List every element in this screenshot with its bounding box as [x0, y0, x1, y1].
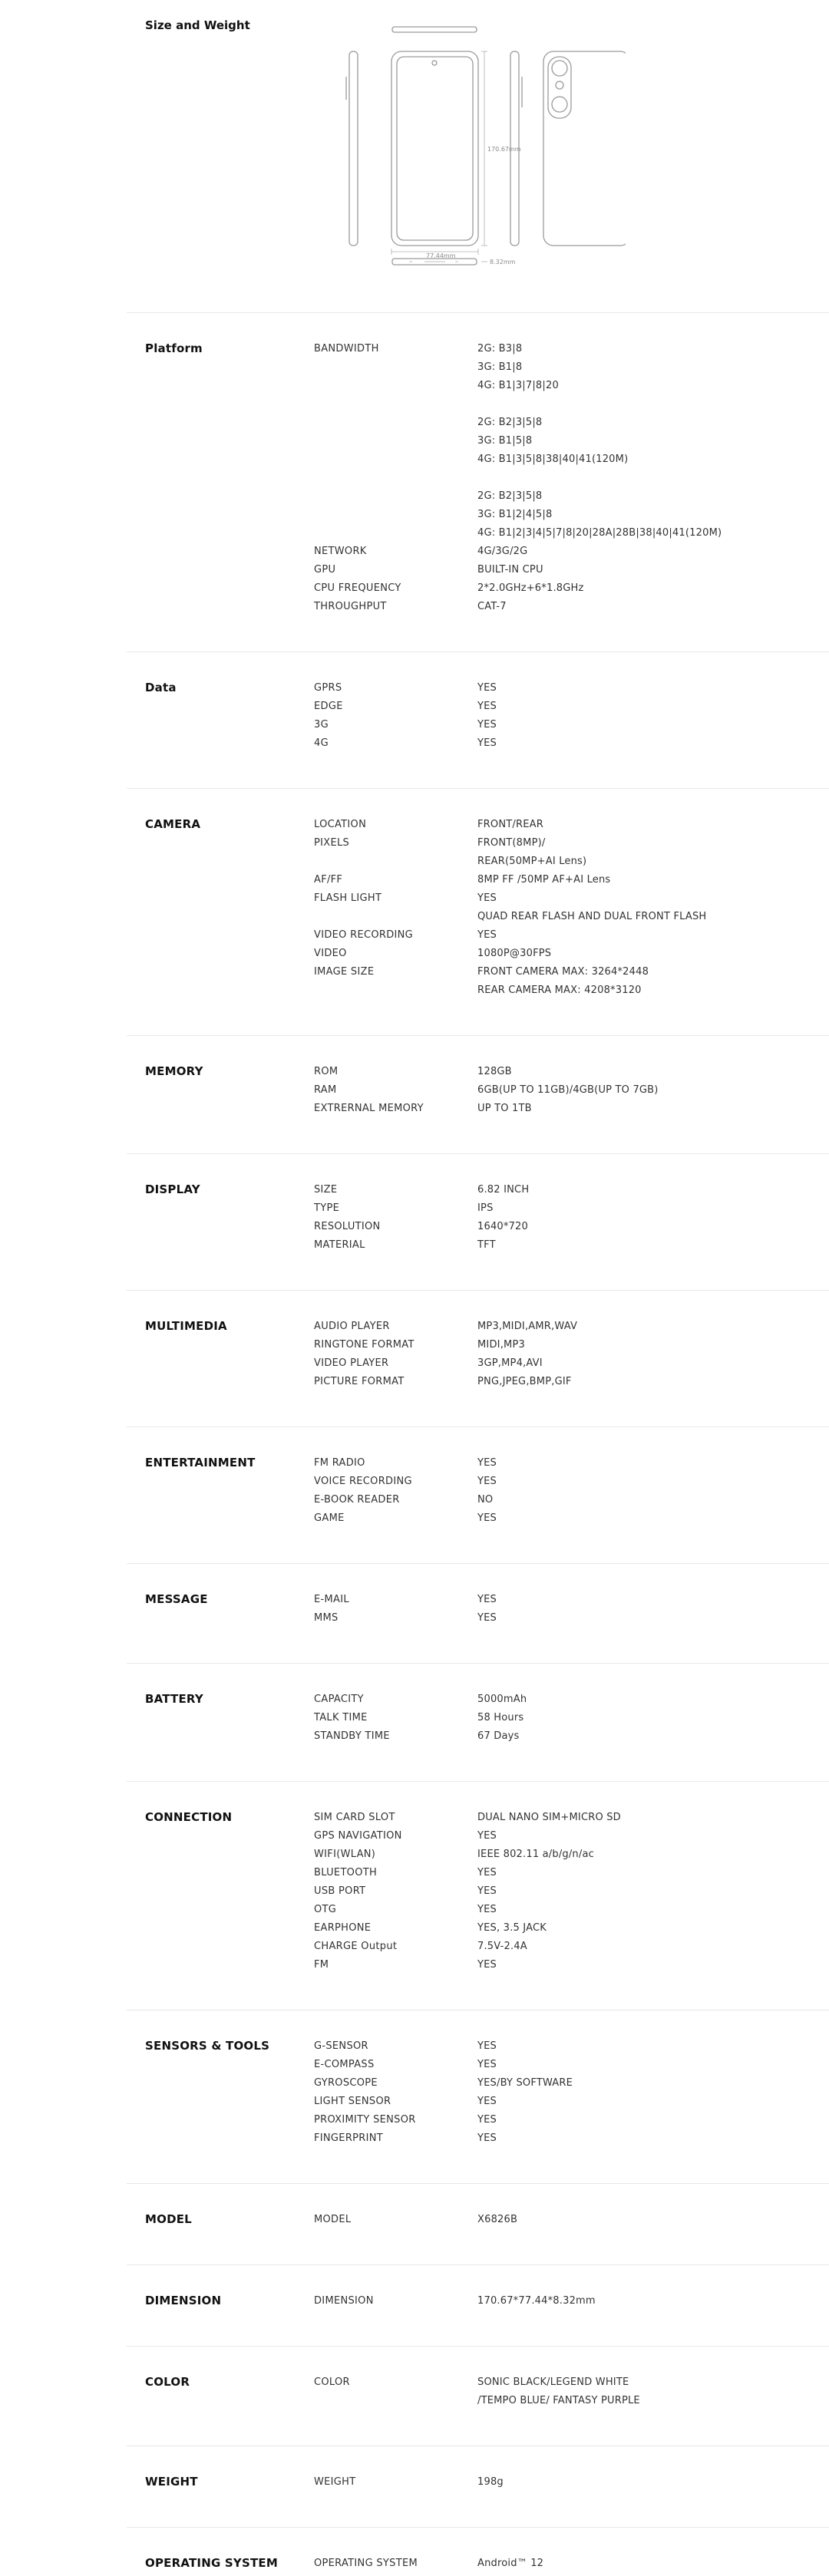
spec-row — [127, 719, 829, 737]
spec-label: USB PORT — [314, 1885, 366, 1897]
spec-row — [127, 601, 829, 619]
spec-value: YES — [477, 1612, 497, 1624]
spec-value: REAR CAMERA MAX: 4208*3120 — [477, 985, 642, 996]
spec-row — [127, 1066, 829, 1084]
spec-value: 3G: B1|5|8 — [477, 435, 533, 447]
spec-row — [127, 682, 829, 701]
spec-value: YES — [477, 2040, 497, 2052]
spec-label: BANDWIDTH — [314, 343, 379, 355]
front-camera-icon — [432, 61, 437, 65]
spec-value: TFT — [477, 1239, 496, 1251]
spec-row — [127, 1885, 829, 1904]
spec-value: 67 Days — [477, 1730, 520, 1742]
spec-value: YES — [477, 2059, 497, 2070]
spec-label: IMAGE SIZE — [314, 966, 375, 978]
section-title: COLOR — [145, 2375, 190, 2389]
spec-row — [127, 856, 829, 874]
spec-row — [127, 892, 829, 911]
spec-row — [127, 701, 829, 719]
section-title: CAMERA — [145, 817, 201, 831]
spec-row — [127, 1184, 829, 1202]
spec-label: AF/FF — [314, 874, 343, 886]
spec-value: YES — [477, 1867, 497, 1878]
spec-value: 1080P@30FPS — [477, 948, 552, 959]
section-divider — [127, 1035, 829, 1036]
spec-row — [127, 546, 829, 564]
spec-row — [127, 966, 829, 985]
spec-row — [127, 1959, 829, 1977]
spec-row — [127, 435, 829, 454]
spec-value: QUAD REAR FLASH AND DUAL FRONT FLASH — [477, 911, 707, 922]
phone-top-view — [392, 27, 477, 32]
spec-value: 4G: B1|3|5|8|38|40|41(120M) — [477, 454, 629, 465]
spec-label: OPERATING SYSTEM — [314, 2558, 418, 2569]
spec-label: COLOR — [314, 2376, 350, 2388]
spec-value: 8MP FF /50MP AF+AI Lens — [477, 874, 611, 886]
spec-row — [127, 361, 829, 380]
spec-value: 3GP,MP4,AVI — [477, 1357, 543, 1369]
spec-row — [127, 2295, 829, 2314]
spec-label: BLUETOOTH — [314, 1867, 378, 1878]
section-divider — [127, 1290, 829, 1291]
spec-row — [127, 1694, 829, 1712]
spec-value: YES — [477, 929, 497, 941]
spec-value: 3G: B1|2|4|5|8 — [477, 509, 553, 520]
spec-row — [127, 582, 829, 601]
spec-row — [127, 1476, 829, 1494]
section-title: MODEL — [145, 2212, 192, 2226]
spec-label: E-COMPASS — [314, 2059, 375, 2070]
spec-value: CAT-7 — [477, 601, 507, 612]
spec-row — [127, 1612, 829, 1631]
spec-value: YES — [477, 1594, 497, 1605]
spec-label: SIM CARD SLOT — [314, 1812, 395, 1823]
spec-row — [127, 1812, 829, 1830]
spec-label: VIDEO — [314, 948, 347, 959]
spec-value: YES — [477, 2132, 497, 2144]
spec-value: YES — [477, 1476, 497, 1487]
spec-row — [127, 564, 829, 582]
spec-value: YES — [477, 1904, 497, 1915]
spec-label: EXTRERNAL MEMORY — [314, 1103, 424, 1114]
spec-value: YES — [477, 1959, 497, 1971]
section-title: CONNECTION — [145, 1810, 233, 1824]
section-divider — [127, 1563, 829, 1564]
spec-value: FRONT CAMERA MAX: 3264*2448 — [477, 966, 649, 978]
spec-row — [127, 1730, 829, 1749]
spec-label: CAPACITY — [314, 1694, 364, 1705]
spec-value: UP TO 1TB — [477, 1103, 532, 1114]
spec-label: GPS NAVIGATION — [314, 1830, 402, 1842]
width-dimension-label: 77.44mm — [426, 252, 456, 259]
spec-row — [127, 2376, 829, 2395]
spec-label: GPU — [314, 564, 336, 576]
spec-value: IEEE 802.11 a/b/g/n/ac — [477, 1849, 594, 1860]
spec-row — [127, 454, 829, 472]
spec-value: FRONT(8MP)/ — [477, 837, 546, 849]
spec-label: RINGTONE FORMAT — [314, 1339, 414, 1351]
spec-row — [127, 1867, 829, 1885]
spec-label: G-SENSOR — [314, 2040, 368, 2052]
spec-value: 6.82 INCH — [477, 1184, 530, 1196]
spec-row — [127, 737, 829, 756]
spec-label: E-MAIL — [314, 1594, 349, 1605]
spec-label: OTG — [314, 1904, 337, 1915]
spec-value: 170.67*77.44*8.32mm — [477, 2295, 596, 2307]
spec-value: 4G: B1|3|7|8|20 — [477, 380, 559, 391]
height-dimension-label: 170.67mm — [487, 146, 521, 153]
spec-label: FM — [314, 1959, 329, 1971]
spec-row — [127, 1357, 829, 1376]
spec-value: 2G: B2|3|5|8 — [477, 490, 543, 502]
spec-row — [127, 985, 829, 1003]
spec-value: YES — [477, 682, 497, 694]
spec-row — [127, 2395, 829, 2413]
section-title: MESSAGE — [145, 1592, 208, 1606]
spec-label: 3G — [314, 719, 329, 731]
spec-value: YES — [477, 1830, 497, 1842]
spec-label: CHARGE Output — [314, 1941, 398, 1952]
spec-row — [127, 929, 829, 948]
spec-value: 3G: B1|8 — [477, 361, 523, 373]
spec-label: VIDEO PLAYER — [314, 1357, 389, 1369]
spec-value: 1640*720 — [477, 1221, 528, 1232]
spec-label: GPRS — [314, 682, 342, 694]
section-title: Platform — [145, 341, 203, 355]
spec-row — [127, 490, 829, 509]
spec-label: SIZE — [314, 1184, 338, 1196]
spec-label: WIFI(WLAN) — [314, 1849, 376, 1860]
spec-value: 58 Hours — [477, 1712, 524, 1723]
spec-value: YES — [477, 2096, 497, 2107]
section-divider — [127, 312, 829, 313]
spec-value: 2*2.0GHz+6*1.8GHz — [477, 582, 584, 594]
spec-value: 128GB — [477, 1066, 512, 1077]
spec-value: YES, 3.5 JACK — [477, 1922, 547, 1934]
section-divider — [127, 651, 829, 652]
spec-row — [127, 343, 829, 361]
spec-row — [127, 1922, 829, 1941]
section-divider — [127, 788, 829, 789]
spec-value: NO — [477, 1494, 494, 1506]
spec-label: PICTURE FORMAT — [314, 1376, 405, 1387]
spec-value: 6GB(UP TO 11GB)/4GB(UP TO 7GB) — [477, 1084, 659, 1096]
section-title: ENTERTAINMENT — [145, 1456, 256, 1469]
phone-dimension-diagram — [334, 23, 626, 276]
spec-row — [127, 1202, 829, 1221]
section-divider — [127, 2183, 829, 2184]
spec-label: VIDEO RECORDING — [314, 929, 414, 941]
spec-value: MIDI,MP3 — [477, 1339, 525, 1351]
spec-row — [127, 874, 829, 892]
spec-label: PIXELS — [314, 837, 350, 849]
section-divider — [127, 2527, 829, 2528]
section-title: MEMORY — [145, 1064, 203, 1078]
spec-row — [127, 1084, 829, 1103]
spec-value: 2G: B2|3|5|8 — [477, 417, 543, 428]
spec-row — [127, 1712, 829, 1730]
spec-label: MMS — [314, 1612, 339, 1624]
section-title: Data — [145, 681, 177, 694]
spec-label: E-BOOK READER — [314, 1494, 400, 1506]
spec-value: YES — [477, 892, 497, 904]
size-weight-title: Size and Weight — [145, 18, 250, 32]
phone-left-side-view — [349, 51, 358, 246]
spec-label: LOCATION — [314, 819, 367, 830]
section-title: BATTERY — [145, 1692, 203, 1706]
spec-value: REAR(50MP+AI Lens) — [477, 856, 587, 867]
spec-row — [127, 380, 829, 398]
spec-label: DIMENSION — [314, 2295, 374, 2307]
spec-value: YES — [477, 701, 497, 712]
spec-label: TALK TIME — [314, 1712, 368, 1723]
spec-value: 4G/3G/2G — [477, 546, 528, 557]
section-divider — [127, 2264, 829, 2265]
spec-value: DUAL NANO SIM+MICRO SD — [477, 1812, 621, 1823]
spec-label: LIGHT SENSOR — [314, 2096, 391, 2107]
spec-label: TYPE — [314, 1202, 340, 1214]
spec-row — [127, 1103, 829, 1121]
spec-row — [127, 1339, 829, 1357]
spec-label: EDGE — [314, 701, 343, 712]
spec-row — [127, 948, 829, 966]
spec-row — [127, 2096, 829, 2114]
spec-label: GYROSCOPE — [314, 2077, 378, 2089]
section-divider — [127, 2346, 829, 2347]
spec-row — [127, 1594, 829, 1612]
depth-dimension-label: 8.32mm — [490, 259, 516, 266]
section-title: DIMENSION — [145, 2294, 222, 2307]
spec-value: 2G: B3|8 — [477, 343, 523, 355]
spec-value: YES — [477, 1885, 497, 1897]
spec-label: RESOLUTION — [314, 1221, 381, 1232]
section-title: WEIGHT — [145, 2475, 198, 2489]
section-title: SENSORS & TOOLS — [145, 2039, 270, 2053]
spec-value: 198g — [477, 2476, 504, 2488]
spec-value: 4G: B1|2|3|4|5|7|8|20|28A|28B|38|40|41(120M) — [477, 527, 722, 539]
section-divider — [127, 1663, 829, 1664]
spec-row — [127, 819, 829, 837]
spec-label: FM RADIO — [314, 1457, 365, 1469]
spec-value: Android™ 12 — [477, 2558, 544, 2569]
spec-label: VOICE RECORDING — [314, 1476, 412, 1487]
spec-label: ROM — [314, 1066, 339, 1077]
spec-row — [127, 911, 829, 929]
spec-row — [127, 1830, 829, 1849]
spec-label: 4G — [314, 737, 329, 749]
spec-label: WEIGHT — [314, 2476, 356, 2488]
spec-row — [127, 2214, 829, 2232]
spec-value: YES — [477, 1457, 497, 1469]
spec-row — [127, 2114, 829, 2132]
section-title: DISPLAY — [145, 1182, 200, 1196]
spec-row — [127, 1376, 829, 1394]
spec-value: SONIC BLACK/LEGEND WHITE — [477, 2376, 629, 2388]
spec-label: EARPHONE — [314, 1922, 372, 1934]
spec-value: IPS — [477, 1202, 494, 1214]
spec-value: PNG,JPEG,BMP,GIF — [477, 1376, 572, 1387]
spec-row — [127, 2059, 829, 2077]
spec-label: AUDIO PLAYER — [314, 1321, 390, 1332]
section-title: OPERATING SYSTEM — [145, 2556, 278, 2570]
spec-row — [127, 509, 829, 527]
spec-row — [127, 1512, 829, 1531]
phone-back-view — [543, 51, 626, 246]
spec-label: MATERIAL — [314, 1239, 365, 1251]
spec-row — [127, 2040, 829, 2059]
spec-value: YES — [477, 719, 497, 731]
spec-label: STANDBY TIME — [314, 1730, 390, 1742]
spec-value: YES — [477, 737, 497, 749]
section-title: MULTIMEDIA — [145, 1319, 227, 1333]
spec-row — [127, 2132, 829, 2151]
spec-row — [127, 417, 829, 435]
spec-row — [127, 2476, 829, 2495]
spec-value: X6826B — [477, 2214, 518, 2225]
spec-label: GAME — [314, 1512, 345, 1524]
spec-value: YES — [477, 2114, 497, 2126]
spec-value: YES — [477, 1512, 497, 1524]
spec-row — [127, 1904, 829, 1922]
spec-row — [127, 1221, 829, 1239]
spec-label: FINGERPRINT — [314, 2132, 384, 2144]
spec-value: BUILT-IN CPU — [477, 564, 543, 576]
spec-row — [127, 1849, 829, 1867]
spec-value: YES/BY SOFTWARE — [477, 2077, 573, 2089]
spec-row — [127, 837, 829, 856]
rear-camera-icon — [552, 61, 567, 76]
section-divider — [127, 1781, 829, 1782]
spec-label: PROXIMITY SENSOR — [314, 2114, 416, 2126]
spec-row — [127, 1941, 829, 1959]
spec-row — [127, 1239, 829, 1258]
spec-value: FRONT/REAR — [477, 819, 543, 830]
spec-label: RAM — [314, 1084, 337, 1096]
spec-value: 5000mAh — [477, 1694, 527, 1705]
spec-label: MODEL — [314, 2214, 352, 2225]
section-divider — [127, 1153, 829, 1154]
spec-label: CPU FREQUENCY — [314, 582, 401, 594]
spec-label: THROUGHPUT — [314, 601, 387, 612]
spec-label: FLASH LIGHT — [314, 892, 382, 904]
spec-row — [127, 2077, 829, 2096]
spec-row — [127, 472, 829, 490]
spec-value: 7.5V-2.4A — [477, 1941, 527, 1952]
spec-row — [127, 527, 829, 546]
spec-label: NETWORK — [314, 546, 367, 557]
spec-row — [127, 1494, 829, 1512]
spec-value: MP3,MIDI,AMR,WAV — [477, 1321, 578, 1332]
spec-row — [127, 1321, 829, 1339]
spec-value: /TEMPO BLUE/ FANTASY PURPLE — [477, 2395, 640, 2406]
spec-row — [127, 398, 829, 417]
spec-row — [127, 2558, 829, 2576]
phone-front-view — [391, 51, 478, 246]
spec-row — [127, 1457, 829, 1476]
